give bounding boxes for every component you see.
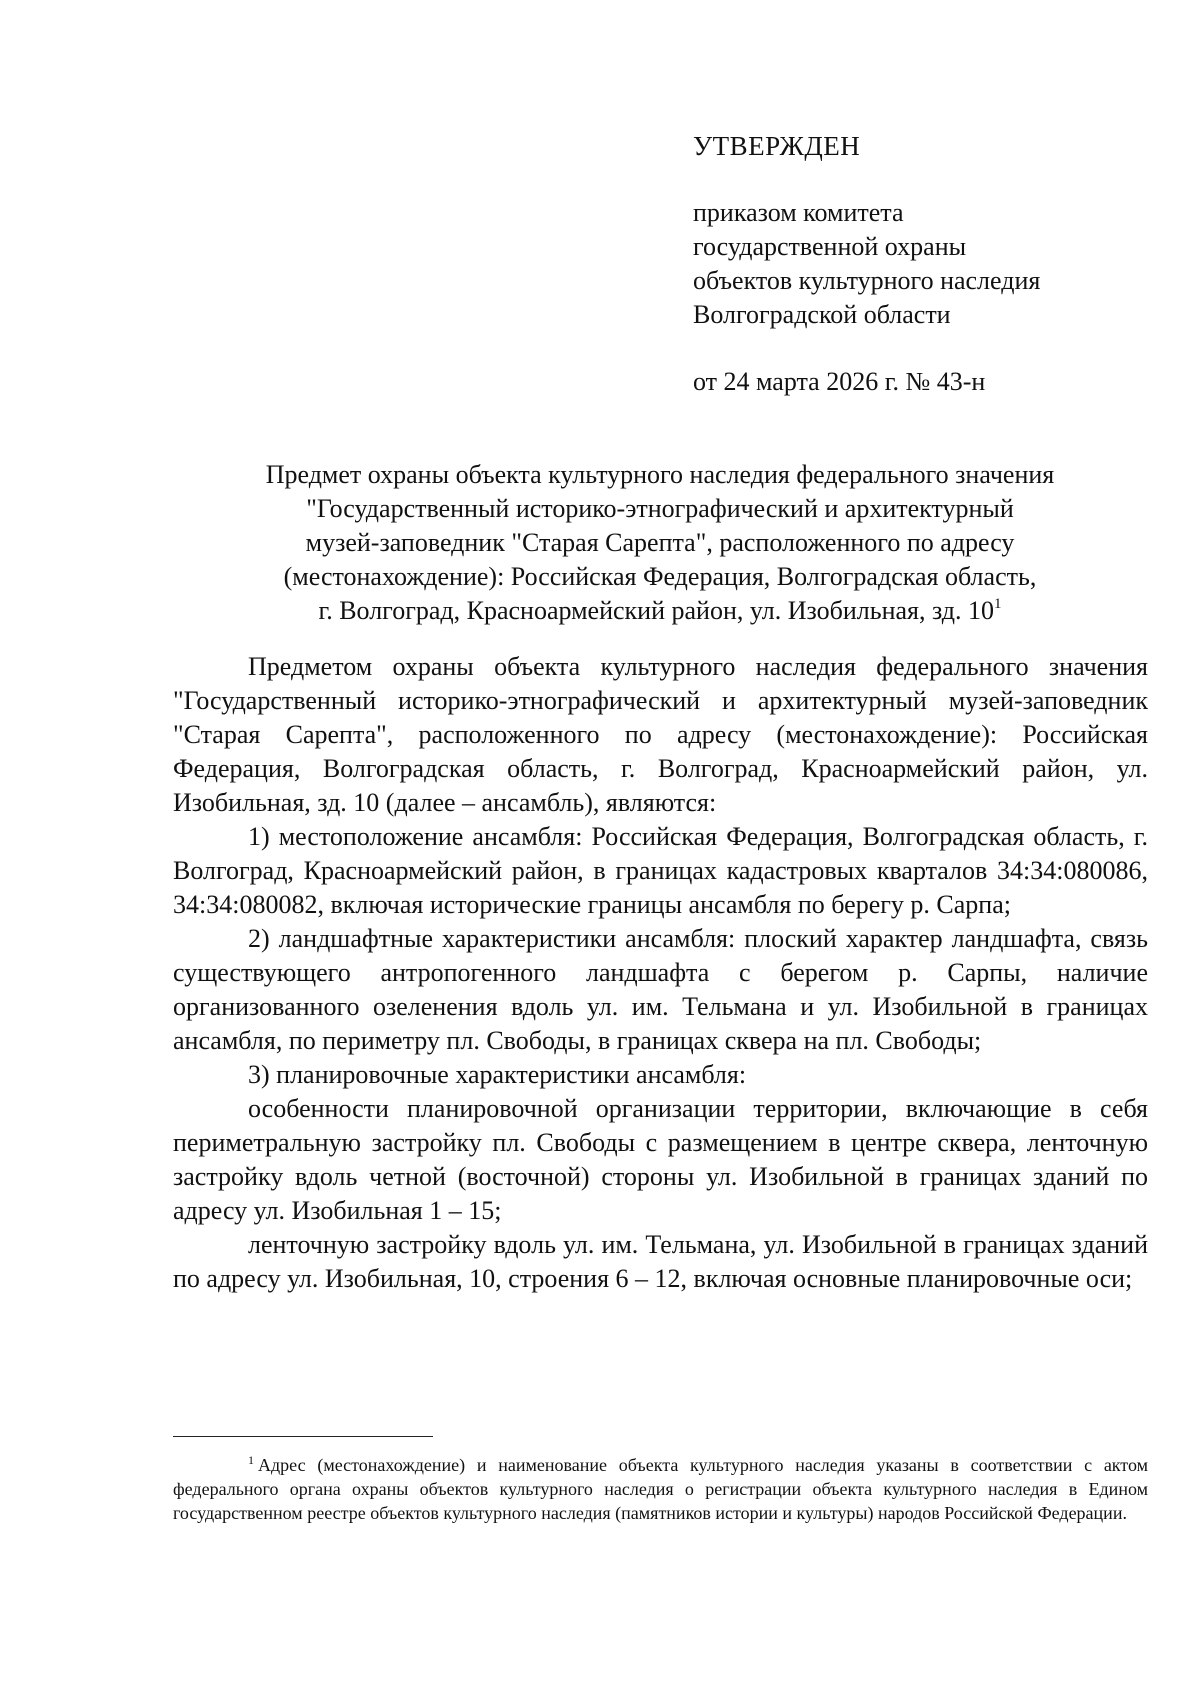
approval-line: Волгоградской области xyxy=(693,300,951,329)
approval-block xyxy=(693,128,1133,399)
approval-line: государственной охраны xyxy=(693,232,967,261)
approval-line: объектов культурного наследия xyxy=(693,266,1041,295)
intro-paragraph: Предметом охраны объекта культурного наследия федерального значения "Государственный историко-этнографический и архитектурный музей-заповедник "Старая Сарепта", расположенного по адресу (местонахождение): Российская Федерация, Волгоградская область, г. Волгоград, Красноармейский район, ул. Изобильная, зд. 10 (далее – ансамбль), являются: xyxy=(173,652,1148,817)
title-line-last xyxy=(175,594,1145,628)
document-body xyxy=(173,650,1148,1296)
item-planning: 3) планировочные характеристики ансамбля: xyxy=(248,1060,747,1089)
item-planning-features: особенности планировочной организации территории, включающие в себя периметральную застройку пл. Свободы с размещением в центре сквера, ленточную застройку вдоль четной (восточной) стороны ул. Изобильной в границах зданий по адресу ул. Изобильная 1 – 15; xyxy=(173,1094,1148,1225)
footnote-mark: 1 xyxy=(248,1453,254,1467)
title-line: музей-заповедник "Старая Сарепта", расположенного по адресу xyxy=(305,528,1015,557)
item-location: 1) местоположение ансамбля: Российская Федерация, Волгоградская область, г. Волгоград, Красноармейский район, в границах кадастровых кварталов 34:34:080086, 34:34:080082, включая исторические границы ансамбля по берегу р. Сарпа; xyxy=(173,822,1148,919)
approval-line: приказом комитета xyxy=(693,198,904,227)
approval-date: от 24 марта 2026 г. № 43-н xyxy=(693,367,986,396)
title-line: (местонахождение): Российская Федерация, Волгоградская область, xyxy=(283,562,1037,591)
footnote xyxy=(173,1448,1148,1525)
title-line-text: г. Волгоград, Красноармейский район, ул. Изобильная, зд. 10 xyxy=(318,596,995,625)
item-planning-ribbon: ленточную застройку вдоль ул. им. Тельмана, ул. Изобильной в границах зданий по адресу ул. Изобильная, 10, строения 6 – 12, включая основные планировочные оси; xyxy=(173,1230,1148,1293)
approval-heading: УТВЕРЖДЕН xyxy=(693,131,861,161)
document-title xyxy=(175,458,1145,628)
footnote-text: Адрес (местонахождение) и наименование объекта культурного наследия указаны в соответствии с актом федерального органа охраны объектов культурного наследия о регистрации объекта культурного наследия в Едином государственном реестре объектов культурного наследия (памятников истории и культуры) народов Российской Федерации. xyxy=(173,1455,1148,1523)
footnote-reference: 1 xyxy=(994,596,1002,612)
footnote-separator xyxy=(173,1436,433,1437)
item-landscape: 2) ландшафтные характеристики ансамбля: плоский характер ландшафта, связь существующего антропогенного ландшафта с берегом р. Сарпы, наличие организованного озеленения вдоль ул. им. Тельмана и ул. Изобильной в границах ансамбля, по периметру пл. Свободы, в границах сквера на пл. Свободы; xyxy=(173,924,1148,1055)
title-line: Предмет охраны объекта культурного наследия федерального значения xyxy=(265,460,1055,489)
title-line: "Государственный историко-этнографический и архитектурный xyxy=(306,494,1014,523)
